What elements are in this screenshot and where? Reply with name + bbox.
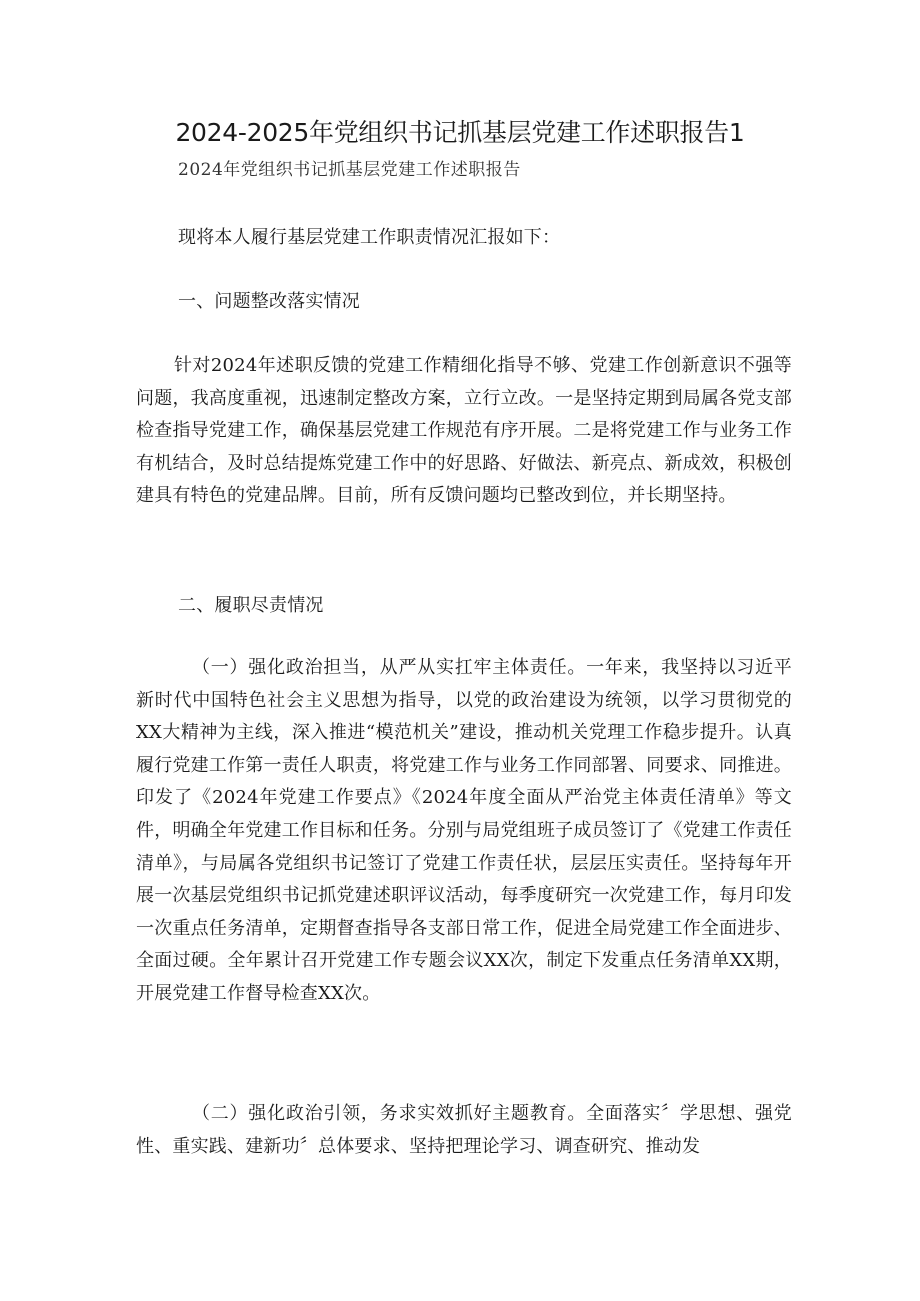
intro-paragraph: 现将本人履行基层党建工作职责情况汇报如下： <box>178 227 561 248</box>
duties-paragraph-political-responsibility: （一）强化政治担当，从严从实扛牢主体责任。一年来，我坚持以习近平新时代中国特色社会主义思想为指导，以党的政治建设为统领，以学习贯彻党的XX大精神为主线，深入推进“模范机关”建设，推动机关党理工作稳步提升。认真履行党建工作第一责任人职责，将党建工作与业务工作同部署、同要求、同推进。印发了《2024年党建工作要点》《2024年度全面从严治党主体责任清单》等文件，明确全年党建工作目标和任务。分别与局党组班子成员签订了《党建工作责任清单》，与局属各党组织书记签订了党建工作责任状，层层压实责任。坚持每年开展一次基层党组织书记抓党建述职评议活动，每季度研究一次党建工作，每月印发一次重点任务清单，定期督查指导各支部日常工作，促进全局党建工作全面进步、全面过硬。全年累计召开党建工作专题会议XX次，制定下发重点任务清单XX期，开展党建工作督导检查XX次。 <box>136 657 792 1004</box>
section-heading-rectification: 一、问题整改落实情况 <box>178 291 360 312</box>
rectification-paragraph: 针对2024年述职反馈的党建工作精细化指导不够、党建工作创新意识不强等问题，我高度重视，迅速制定整改方案，立行立改。一是坚持定期到局属各党支部检查指导党建工作，确保基层党建工作规范有序开展。二是将党建工作与业务工作有机结合，及时总结提炼党建工作中的好思路、好做法、新亮点、新成效，积极创建具有特色的党建品牌。目前，所有反馈问题均已整改到位，并长期坚持。 <box>136 355 792 507</box>
section-heading-duties: 二、履职尽责情况 <box>178 595 324 616</box>
duties-paragraph-theme-education: （二）强化政治引领，务求实效抓好主题教育。全面落实〞学思想、强党性、重实践、建新功〞总体要求、坚持把理论学习、调查研究、推动发 <box>136 1103 792 1157</box>
document-subtitle: 2024年党组织书记抓基层党建工作述职报告 <box>178 160 521 180</box>
document-title: 2024-2025年党组织书记抓基层党建工作述职报告1 <box>175 118 745 147</box>
